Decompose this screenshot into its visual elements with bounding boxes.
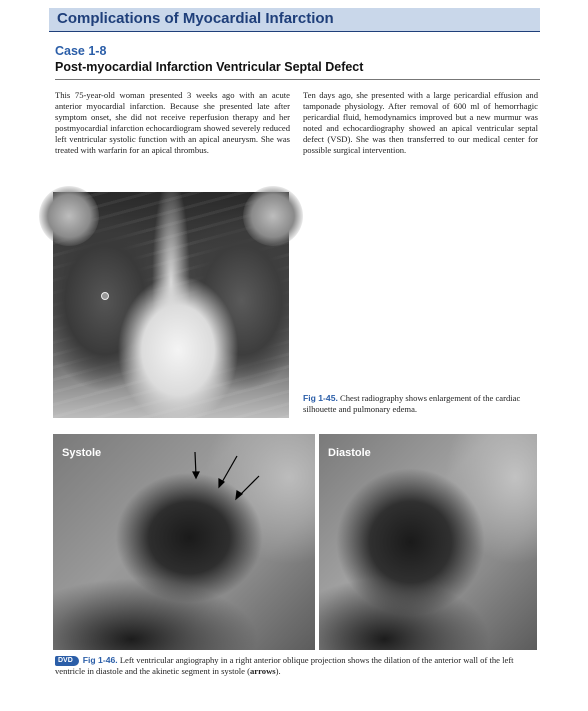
arrow-icon-head — [236, 491, 242, 499]
figure-caption-1-46-paren-open: ( — [247, 666, 250, 677]
arrow-icon-group — [53, 434, 315, 650]
chest-radiograph-image — [53, 192, 289, 418]
title-divider — [55, 79, 540, 80]
arrow-icon-head — [193, 472, 199, 478]
xray-right-shoulder — [243, 186, 303, 246]
figure-label-1-46: Fig 1-46. — [82, 655, 118, 665]
angiogram-systole-label: Systole — [62, 447, 102, 459]
angiogram-diastole-label: Diastole — [328, 447, 371, 459]
xray-ecg-marker — [101, 292, 109, 300]
case-label: Case 1-8 — [55, 44, 107, 58]
dvd-icon[interactable]: DVD — [55, 656, 79, 666]
figure-caption-1-46 — [55, 655, 540, 677]
angiogram-systole-image — [53, 434, 315, 650]
figure-caption-1-46-arrows: arrows — [250, 666, 276, 677]
figure-caption-1-45 — [303, 393, 540, 415]
angiogram-diastole-image — [319, 434, 537, 650]
case-title: Post-myocardial Infarction Ventricular Septal Defect — [55, 60, 364, 74]
figure-label-1-45: Fig 1-45. — [303, 393, 338, 403]
figure-caption-1-46-paren-close: ). — [275, 666, 281, 677]
body-text-left: This 75-year-old woman presented 3 weeks ago with an acute anterior myocardial infarction. Because she presented late after symptom onset, she did not receive reperfusion therapy and her postmyocardial infarction echocardiogram showed severely reduced left ventricular systolic function with an apical aneurysm. She was treated with warfarin for an apical thrombus. — [55, 90, 290, 156]
arrow-icon — [221, 456, 237, 484]
figure-caption-1-46-text: Left ventricular angiography in a right anterior oblique projection shows the dilation of the anterior wall of the left ventricle in diastole and the akinetic segment in systole — [55, 655, 514, 677]
arrow-icon — [239, 476, 259, 496]
chapter-title: Complications of Myocardial Infarction — [57, 10, 334, 27]
figure-caption-1-45-text: Chest radiography shows enlargement of the cardiac silhouette and pulmonary edema. — [303, 393, 521, 415]
chapter-header — [49, 8, 540, 32]
xray-left-shoulder — [39, 186, 99, 246]
body-text-right: Ten days ago, she presented with a large pericardial effusion and tamponade physiology. After removal of 600 ml of hemorrhagic pericardial fluid, hemodynamics improved but a new murmur was noted and echocardiography showed an apical ventricular septal defect (VSD). She was then transferred to our medical center for possible surgical intervention. — [303, 90, 538, 156]
